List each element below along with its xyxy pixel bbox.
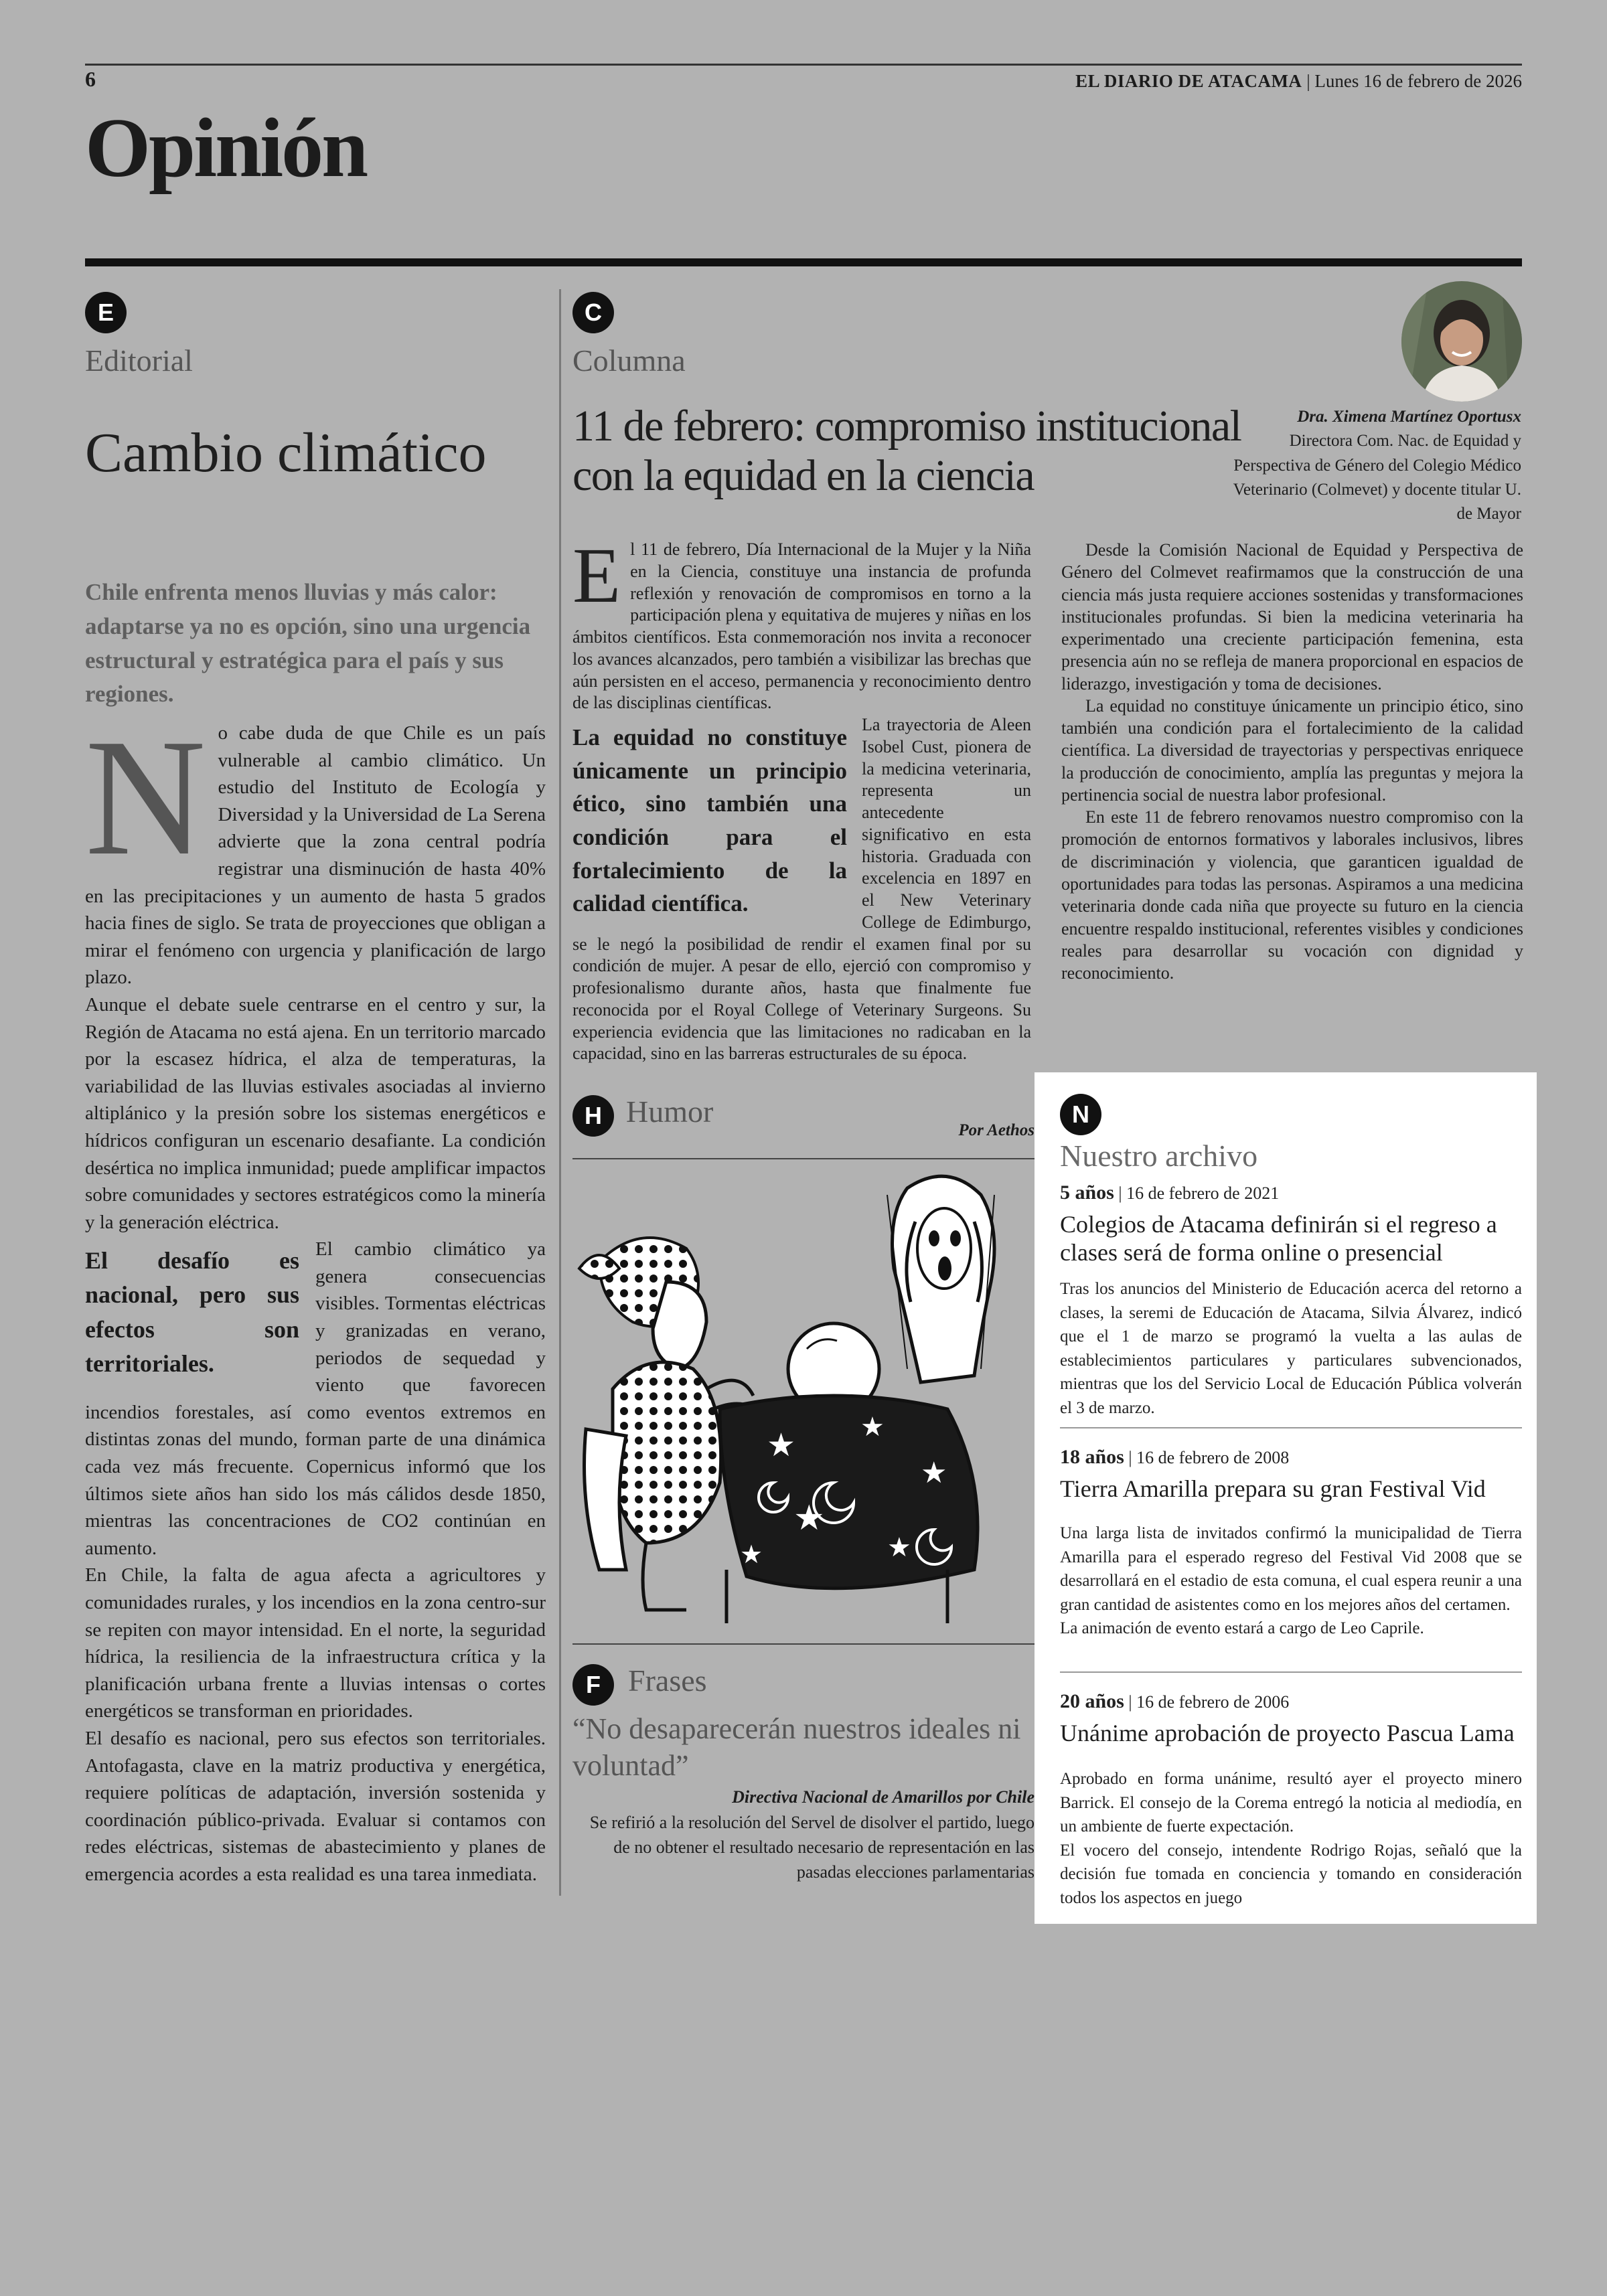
archive-item-date: 16 de febrero de 2008 (1136, 1448, 1290, 1467)
svg-text:★: ★ (793, 1498, 825, 1538)
archive-item-headline: Unánime aprobación de proyecto Pascua Lama (1060, 1720, 1515, 1746)
archive-item-body (1060, 1767, 1522, 1910)
column-title: 11 de febrero: compromiso institucional con la equidad en la ciencia (572, 402, 1241, 500)
frases-badge: F (572, 1664, 614, 1706)
column-badge: C (572, 292, 614, 333)
svg-text:★: ★ (887, 1532, 911, 1563)
editorial-lead: Chile enfrenta menos lluvias y más calor: adaptarse ya no es opción, sino una urgencia estructural y estratégica para el país y sus regiones. (85, 579, 531, 708)
frases-rule (572, 1643, 1035, 1645)
archive-item-date: 16 de febrero de 2021 (1126, 1183, 1280, 1203)
column-paragraph-3: Desde la Comisión Nacional de Equidad y Perspectiva de Género del Colmevet reafirmamos que la construcción de una ciencia más justa requiere acciones sostenidas y transformaciones institucionales profundas. Si bien la medicina veterinaria ha experimentado una creciente participación femenina, esta presencia aún no se refleja de manera proporcional en espacios de liderazgo, investigación y toma de decisiones. (1061, 540, 1523, 693)
section-title: Opinión (85, 102, 367, 195)
column-dropcap: E (572, 531, 621, 619)
archive-item-divider: | (1118, 1183, 1127, 1203)
editorial-body (85, 705, 546, 1888)
header-divider: | (1306, 71, 1315, 91)
editorial-paragraph-5: El desafío es nacional, pero sus efectos son territoriales. Antofagasta, clave en la matriz productiva y energética, requiere políticas de adaptación, inversión sostenida y coordinación público-privada. Evaluar si contamos con redes eléctricas, sistemas de abastecimiento y planes de emergencia acordes a esta realidad es una tarea inmediata. (85, 1727, 546, 1885)
column-paragraph-1: l 11 de febrero, Día Internacional de la Mujer y la Niña en la Ciencia, constituye una instancia de profunda reflexión y renovación de compromisos en torno a la participación plena y equitativa de mujeres y niñas en los ámbitos científicos. Esta conmemoración nos invita a reconocer los avances alcanzados, pero también a visibilizar las brechas que aún persisten en el acceso, permanencia y reconocimiento dentro de las disciplinas científicas. (572, 540, 1031, 713)
archive-item-paragraph: Aprobado en forma unánime, resultó ayer el proyecto minero Barrick. El consejo de la Corema entregó la noticia al mediodía, en un ambiente de fuerte expectación. (1060, 1770, 1522, 1835)
frases-quote: “No desaparecerán nuestros ideales ni voluntad” (572, 1712, 1021, 1782)
svg-text:★: ★ (767, 1426, 796, 1464)
humor-credit: Por Aethos (958, 1121, 1035, 1139)
svg-text:★: ★ (921, 1456, 947, 1490)
archive-item-headline: Tierra Amarilla prepara su gran Festival Vid (1060, 1475, 1486, 1502)
frases-context: Se refirió a la resolución del Servel de disolver el partido, luego de no obtener el resultado necesario de representación en las pasadas elecciones parlamentarias (589, 1813, 1035, 1882)
column-pullquote: La equidad no constituye únicamente un principio ético, sino también una condición para el fortalecimiento de la calidad científica. (572, 724, 847, 917)
archive-item-paragraph: La animación de evento estará a cargo de Leo Caprile. (1060, 1619, 1424, 1637)
svg-text:★: ★ (740, 1540, 763, 1569)
archive-item-divider: | (1128, 1448, 1137, 1467)
author-role: Directora Com. Nac. de Equidad y Perspectiva de Género del Colegio Médico Veterinario (Colmevet) y docente titular U. de Mayor (1233, 432, 1521, 523)
archive-item-years: 20 años (1060, 1690, 1124, 1712)
archive-item-years: 18 años (1060, 1446, 1124, 1468)
editorial-kicker: Editorial (85, 343, 193, 378)
archive-item-years: 5 años (1060, 1181, 1114, 1204)
archive-separator (1060, 1671, 1522, 1673)
author-info (1213, 405, 1521, 526)
editorial-paragraph-4: En Chile, la falta de agua afecta a agricultores y comunidades rurales, y los incendios en la zona centro-sur se repiten con mayor intensidad. En el norte, la seguridad hídrica, la resiliencia de la infraestructura crítica y la planificación urbana frente a lluvias intensas o cortes energéticos se transforman en prioridades. (85, 1564, 546, 1722)
editorial-badge: E (85, 292, 127, 333)
archive-item-body (1060, 1522, 1522, 1641)
column-divider-left (559, 289, 561, 1896)
humor-kicker: Humor (626, 1094, 714, 1129)
header-rule (85, 64, 1522, 66)
archive-item-date: 16 de febrero de 2006 (1136, 1692, 1290, 1712)
archive-item-meta (1060, 1446, 1289, 1469)
archive-item-divider: | (1128, 1692, 1137, 1712)
section-rule (85, 258, 1522, 266)
archive-item-meta (1060, 1181, 1279, 1204)
running-header (1075, 71, 1522, 92)
cartoon-illustration (572, 1168, 1035, 1630)
archive-item-body: Tras los anuncios del Ministerio de Educación acerca del retorno a clases, la seremi de Educación de Atacama, Silvia Álvarez, indicó que el 1 de marzo se programó la vuelta a las aulas de establecimientos particulares y particulares subvencionados, mientras que los del Servicio Local de Educación Pública volverán el 3 de marzo. (1060, 1280, 1522, 1417)
archive-item-paragraph: El vocero del consejo, intendente Rodrigo Rojas, señaló que la decisión fue tomada en conciencia y tomando en consideración todos los aspectos en juego (1060, 1841, 1522, 1907)
archive-item-headline: Colegios de Atacama definirán si el regreso a clases será de forma online o presencial (1060, 1211, 1497, 1266)
newspaper-name: EL DIARIO DE ATACAMA (1075, 71, 1302, 91)
editorial-pullquote: El desafío es nacional, pero sus efectos son territoriales. (85, 1247, 299, 1377)
editorial-paragraph-3: El cambio climático ya genera consecuencias visibles. Tormentas eléctricas y granizadas en verano, periodos de sequedad y viento que favorecen incendios forestales, así como eventos extremos en distintas zonas del mundo, forman parte de una dinámica cada vez más frecuente. Copernicus informó que los últimos siete años han sido los más cálidos desde 1850, mientras las concentraciones de CO2 continúan en aumento. (85, 1238, 546, 1559)
editorial-title: Cambio climático (85, 422, 487, 484)
frases-author: Directiva Nacional de Amarillos por Chile (732, 1787, 1035, 1807)
svg-text:★: ★ (860, 1412, 885, 1443)
author-name: Dra. Ximena Martínez Oportusx (1297, 408, 1521, 426)
editorial-dropcap: N (85, 705, 206, 890)
column-paragraph-5: En este 11 de febrero renovamos nuestro compromiso con la promoción de entornos formativos y laborales inclusivos, libres de discriminación y violencia, que garanticen igualdad de oportunidades para todas las personas. Aspiramos a una medicina veterinaria donde cada niña que proyecte su futuro en la ciencia encuentre respaldo institucional, referentes visibles y condiciones reales para desarrollar su vocación con dignidad y reconocimiento. (1061, 807, 1523, 983)
humor-badge: H (572, 1095, 614, 1137)
editorial-paragraph-2: Aunque el debate suele centrarse en el centro y sur, la Región de Atacama no está ajena. En un territorio marcado por la escasez hídrica, el alza de temperaturas, la variabilidad de las lluvias estivales asociadas al invierno altiplánico y la presión sobre los sistemas energéticos e hídricos configuran un escenario desafiante. La condición desértica no implica inmunidad; puede amplificar impactos sobre comunidades y sectores estratégicos como la minería y la generación eléctrica. (85, 993, 546, 1233)
column-body-left (572, 531, 1031, 1065)
column-body-right (1061, 539, 1523, 984)
page-number: 6 (85, 67, 96, 91)
column-kicker: Columna (572, 343, 686, 378)
archive-item-paragraph: Una larga lista de invitados confirmó la municipalidad de Tierra Amarilla para el esperado regreso del Festival Vid 2008 que se desarrollará en el estadio de esta comuna, el cual espera reunir a una gran cantidad de asistentes como en los mejores años del certamen. (1060, 1524, 1522, 1614)
column-paragraph-2: La trayectoria de Aleen Isobel Cust, pionera de la medicina veterinaria, representa un antecedente significativo en esta historia. Graduada con excelencia en 1897 en el New Veterinary College de Edimburgo, se le negó la posibilidad de rendir el examen final por su condición de mujer. A pesar de ello, ejerció con compromiso y profesionalismo durante años, hasta que finalmente fue reconocida por el Royal College of Veterinary Surgeons. Su experiencia evidencia que las limitaciones no radicaban en la capacidad, sino en las barreras estructurales de su época. (572, 715, 1031, 1064)
author-photo (1401, 281, 1522, 402)
archive-kicker: Nuestro archivo (1060, 1139, 1258, 1173)
archive-separator (1060, 1427, 1522, 1428)
column-paragraph-4: La equidad no constituye únicamente un principio ético, sino también una condición para el fortalecimiento de la calidad científica. La diversidad de trayectorias y perspectivas enriquece la producción de conocimiento, amplía las preguntas y mejora la pertinencia social de nuestra labor profesional. (1061, 695, 1523, 805)
archive-badge: N (1060, 1094, 1101, 1135)
issue-date: Lunes 16 de febrero de 2026 (1314, 71, 1522, 91)
humor-rule (572, 1158, 1035, 1159)
frases-kicker: Frases (628, 1663, 707, 1698)
archive-item-meta (1060, 1690, 1289, 1713)
editorial-paragraph-1: o cabe duda de que Chile es un país vulnerable al cambio climático. Un estudio del Instituto de Ecología y Diversidad y la Universidad de La Serena advierte que la zona central podría registrar una disminución de hasta 40% en las precipitaciones y un aumento de hasta 5 grados hacia fines de siglo. Se trata de proyecciones que obligan a mirar el fenómeno con urgencia y planificación de largo plazo. (85, 722, 546, 989)
